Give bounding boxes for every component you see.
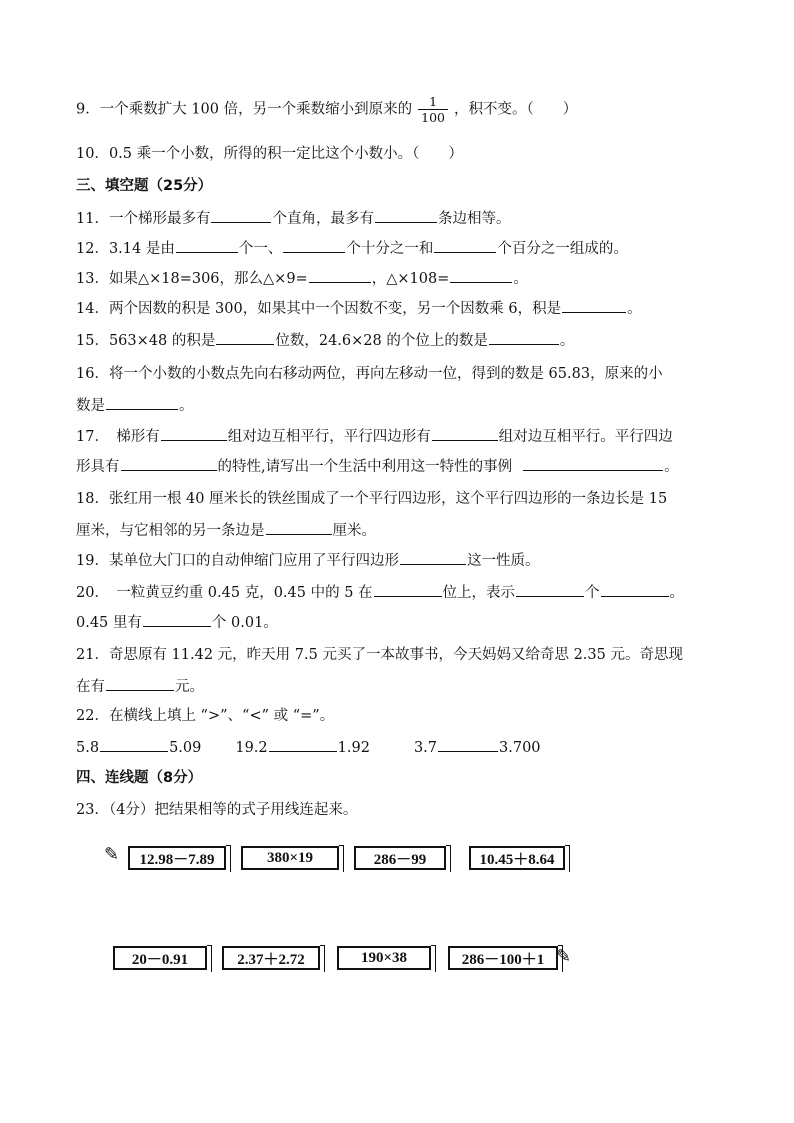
answer-blank[interactable] [143,612,211,627]
match-box-bottom-3[interactable]: 190×38 [337,946,431,970]
q20-text: 20． 一粒黄豆约重 0.45 克，0.45 中的 5 在 [76,585,373,601]
match-box-bottom-2[interactable]: 2.37＋2.72 [222,946,320,970]
question-17 [76,426,673,447]
q22-right-2: 1.92 [337,740,370,756]
q11-text-2: 个直角，最多有 [272,211,374,227]
q17-text-6: 。 [664,459,679,475]
answer-blank[interactable] [432,426,498,441]
q22-left-1: 5.8 [76,740,100,756]
q13-text: 13．如果△×18=306，那么△×9= [76,271,308,287]
q22-right-1: 5.09 [169,740,202,756]
q22-left-2: 19.2 [235,740,268,756]
answer-blank[interactable] [106,676,174,691]
match-box-bottom-4[interactable]: 286－100＋1 [448,946,558,970]
match-box-bottom-1[interactable]: 20－0.91 [113,946,207,970]
q15-text: 15．563×48 的积是 [76,333,216,349]
question-22-pairs [76,737,541,758]
match-box-top-2[interactable]: 380×19 [241,846,339,870]
q9-text: 9．一个乘数扩大 100 倍，另一个乘数缩小到原来的 [76,101,413,118]
compare-blank[interactable] [269,737,337,752]
q12-text: 12．3.14 是由 [76,241,175,257]
answer-blank[interactable] [309,268,371,283]
q17-text: 17． 梯形有 [76,429,160,445]
q17-text-2: 组对边互相平行，平行四边形有 [227,429,431,445]
answer-blank[interactable] [434,238,496,253]
q12-text-2: 个一、 [238,241,283,257]
answer-blank[interactable] [121,456,217,471]
answer-blank[interactable] [489,330,559,345]
q9-tail: ，积不变。（ ） [453,101,578,118]
q20-text-5: 0.45 里有 [76,615,142,631]
q16-text: 数是 [76,398,105,414]
section-fill-in-title: 三、填空题（25分） [76,178,213,194]
answer-blank[interactable] [216,330,274,345]
q20-text-6: 个 0.01。 [211,615,278,631]
question-16: 16．将一个小数的小数点先向右移动两位，再向左移动一位，得到的数是 65.83，原来的小 [76,366,663,382]
q21-text-2: 元。 [175,679,204,695]
question-19 [76,550,539,571]
q18-text: 厘米，与它相邻的另一条边是 [76,523,265,539]
question-22: 22．在横线上填上 “>”、“<” 或 “=”。 [76,708,335,724]
answer-blank[interactable] [374,582,442,597]
answer-blank[interactable] [450,268,512,283]
question-10: 10．0.5 乘一个小数，所得的积一定比这个小数小。（ ） [76,146,463,162]
question-20 [76,582,684,603]
answer-blank[interactable] [211,208,271,223]
q14-text: 14．两个因数的积是 300，如果其中一个因数不变，另一个因数乘 6，积是 [76,301,562,317]
scroll-decoration-icon: ✎ [556,946,572,967]
match-box-top-3[interactable]: 286－99 [354,846,446,870]
q11-text: 11．一个梯形最多有 [76,211,211,227]
fraction-numerator: 1 [418,94,448,110]
answer-blank[interactable] [375,208,437,223]
question-13 [76,268,528,289]
q12-text-4: 个百分之一组成的。 [497,241,628,257]
question-18-cont [76,520,376,541]
q18-text-2: 厘米。 [332,523,376,539]
question-18: 18．张红用一根 40 厘米长的铁丝围成了一个平行四边形，这个平行四边形的一条边长是 15 [76,491,668,507]
compare-blank[interactable] [100,737,168,752]
q15-text-2: 位数，24.6×28 的个位上的数是 [275,333,488,349]
q13-text-3: 。 [513,271,528,287]
q22-right-3: 3.700 [499,740,541,756]
match-box-top-4[interactable]: 10.45＋8.64 [469,846,565,870]
question-9 [76,94,577,125]
q19-text: 19．某单位大门口的自动伸缩门应用了平行四边形 [76,553,399,569]
question-21-cont [76,676,204,697]
question-12 [76,238,628,259]
answer-blank[interactable] [266,520,332,535]
q20-text-2: 位上，表示 [442,585,516,601]
q13-text-2: ，△×108= [371,271,450,287]
q17-text-5: 的特性,请写出一个生活中利用这一特性的事例 [217,459,513,475]
question-16-cont [76,395,194,416]
question-23: 23．（4分）把结果相等的式子用线连起来。 [76,802,358,818]
q20-text-4: 。 [669,585,685,601]
answer-blank[interactable] [516,582,584,597]
question-20-cont [76,612,278,633]
fraction [418,94,448,125]
question-15 [76,330,574,351]
scroll-decoration-icon: ✎ [104,844,120,865]
answer-blank[interactable] [283,238,345,253]
q14-text-2: 。 [627,301,642,317]
q17-text-3: 组对边互相平行。平行四边 [498,429,673,445]
q22-left-3: 3.7 [413,740,438,756]
q16-text-2: 。 [179,398,194,414]
q19-text-2: 这一性质。 [466,553,540,569]
compare-blank[interactable] [438,737,498,752]
question-11 [76,208,510,229]
q15-text-3: 。 [559,333,575,349]
section-matching-title: 四、连线题（8分） [76,770,203,786]
answer-blank[interactable] [106,395,178,410]
q11-text-3: 条边相等。 [437,211,511,227]
q20-text-3: 个 [585,585,600,601]
question-17-cont [76,456,679,477]
answer-blank[interactable] [601,582,669,597]
answer-blank[interactable] [176,238,238,253]
answer-blank[interactable] [523,456,663,471]
answer-blank[interactable] [161,426,227,441]
question-21: 21．奇思原有 11.42 元，昨天用 7.5 元买了一本故事书，今天妈妈又给奇思 2.35 元。奇思现 [76,647,683,663]
match-box-top-1[interactable]: 12.98－7.89 [128,846,226,870]
answer-blank[interactable] [562,298,626,313]
answer-blank[interactable] [400,550,466,565]
q21-text: 在有 [76,679,105,695]
question-14 [76,298,642,319]
q17-text-4: 形具有 [76,459,120,475]
fraction-denominator: 100 [421,110,445,125]
q12-text-3: 个十分之一和 [346,241,434,257]
